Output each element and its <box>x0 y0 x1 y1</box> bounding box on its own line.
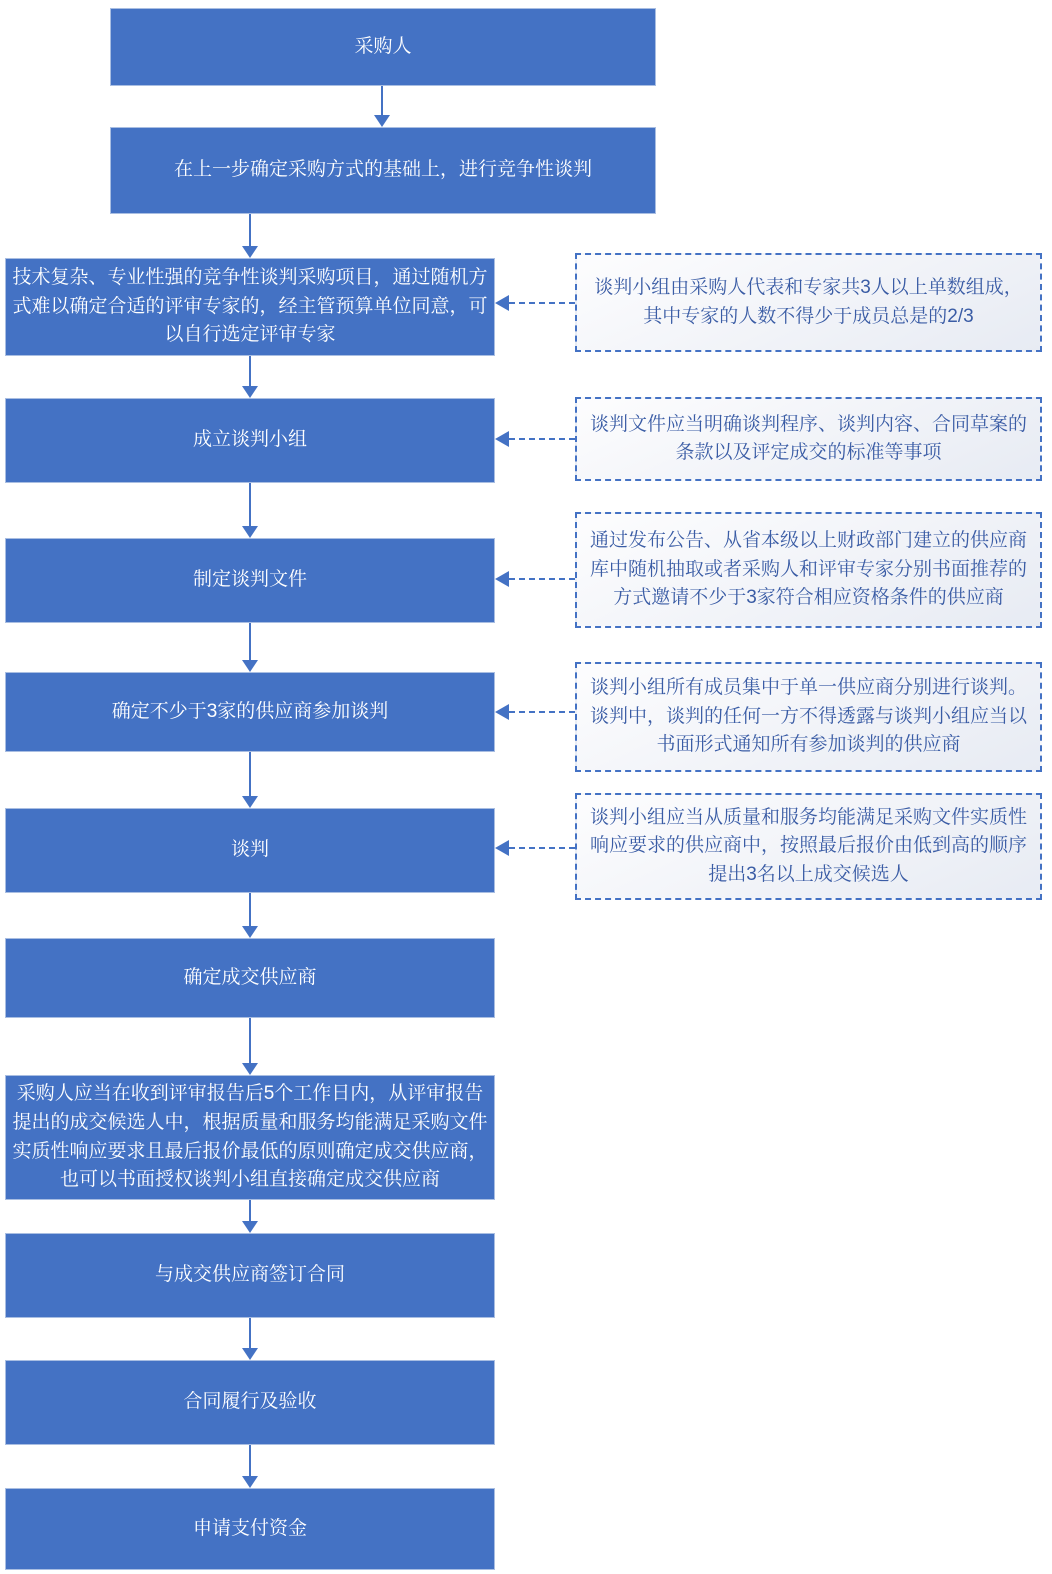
arrow-head-icon <box>242 926 258 938</box>
annotation-document-requirements: 谈判文件应当明确谈判程序、谈判内容、合同草案的条款以及评定成交的标准等事项 <box>575 397 1042 481</box>
node-purchaser: 采购人 <box>110 8 656 86</box>
annotation-candidate-ranking: 谈判小组应当从质量和服务均能满足采购文件实质性响应要求的供应商中，按照最后报价由低到高的顺序提出3名以上成交候选人 <box>575 793 1042 900</box>
flow-arrow-down-icon <box>242 1445 258 1488</box>
arrow-head-left-icon <box>495 840 509 856</box>
arrow-head-left-icon <box>495 431 509 447</box>
arrow-head-left-icon <box>495 571 509 587</box>
arrow-head-left-icon <box>495 295 509 311</box>
arrow-head-icon <box>242 1476 258 1488</box>
arrow-head-icon <box>242 1063 258 1075</box>
arrow-line <box>249 356 251 389</box>
annotation-connector-left-icon <box>495 571 575 587</box>
node-request-payment: 申请支付资金 <box>5 1488 495 1570</box>
dashed-line <box>509 438 575 440</box>
node-confirmation-rule: 采购人应当在收到评审报告后5个工作日内，从评审报告提出的成交候选人中，根据质量和服务均能满足采购文件实质性响应要求且最后报价最低的原则确定成交供应商，也可以书面授权谈判小组直接确定成交供应商 <box>5 1075 495 1200</box>
flow-arrow-down-icon <box>242 356 258 398</box>
arrow-line <box>249 1318 251 1351</box>
arrow-line <box>381 86 383 118</box>
node-determine-winning-supplier: 确定成交供应商 <box>5 938 495 1018</box>
arrow-line <box>249 893 251 929</box>
arrow-line <box>249 214 251 249</box>
annotation-supplier-invitation: 通过发布公告、从省本级以上财政部门建立的供应商库中随机抽取或者采购人和评审专家分别书面推荐的方式邀请不少于3家符合相应资格条件的供应商 <box>575 512 1042 628</box>
dashed-line <box>509 578 575 580</box>
flow-arrow-down-icon <box>242 623 258 672</box>
flow-arrow-down-icon <box>242 893 258 938</box>
annotation-connector-left-icon <box>495 704 575 720</box>
flow-arrow-down-icon <box>242 483 258 538</box>
dashed-line <box>509 302 575 304</box>
arrow-head-icon <box>242 796 258 808</box>
arrow-line <box>249 1018 251 1066</box>
arrow-line <box>249 623 251 663</box>
arrow-head-icon <box>374 115 390 127</box>
arrow-head-icon <box>242 526 258 538</box>
flow-arrow-down-icon <box>374 86 390 127</box>
arrow-line <box>249 483 251 529</box>
arrow-head-icon <box>242 1348 258 1360</box>
node-contract-performance: 合同履行及验收 <box>5 1360 495 1445</box>
flow-arrow-down-icon <box>242 1018 258 1075</box>
node-negotiate: 谈判 <box>5 808 495 893</box>
annotation-team-composition: 谈判小组由采购人代表和专家共3人以上单数组成，其中专家的人数不得少于成员总是的2/3 <box>575 253 1042 352</box>
node-draft-negotiation-documents: 制定谈判文件 <box>5 538 495 623</box>
dashed-line <box>509 847 575 849</box>
annotation-connector-left-icon <box>495 431 575 447</box>
annotation-connector-left-icon <box>495 295 575 311</box>
arrow-head-icon <box>242 660 258 672</box>
arrow-line <box>249 752 251 799</box>
node-determine-suppliers: 确定不少于3家的供应商参加谈判 <box>5 672 495 752</box>
arrow-head-icon <box>242 246 258 258</box>
node-start-negotiation: 在上一步确定采购方式的基础上，进行竞争性谈判 <box>110 127 656 214</box>
flow-arrow-down-icon <box>242 1318 258 1360</box>
dashed-line <box>509 711 575 713</box>
annotation-connector-left-icon <box>495 840 575 856</box>
flow-arrow-down-icon <box>242 752 258 808</box>
annotation-negotiation-rules: 谈判小组所有成员集中于单一供应商分别进行谈判。谈判中，谈判的任何一方不得透露与谈判小组应当以书面形式通知所有参加谈判的供应商 <box>575 662 1042 772</box>
flow-arrow-down-icon <box>242 214 258 258</box>
arrow-head-icon <box>242 386 258 398</box>
arrow-line <box>249 1445 251 1479</box>
node-sign-contract: 与成交供应商签订合同 <box>5 1233 495 1318</box>
arrow-head-icon <box>242 1221 258 1233</box>
node-self-select-experts: 技术复杂、专业性强的竞争性谈判采购项目，通过随机方式难以确定合适的评审专家的，经主管预算单位同意，可以自行选定评审专家 <box>5 258 495 356</box>
node-form-negotiation-team: 成立谈判小组 <box>5 398 495 483</box>
arrow-head-left-icon <box>495 704 509 720</box>
flow-arrow-down-icon <box>242 1200 258 1233</box>
